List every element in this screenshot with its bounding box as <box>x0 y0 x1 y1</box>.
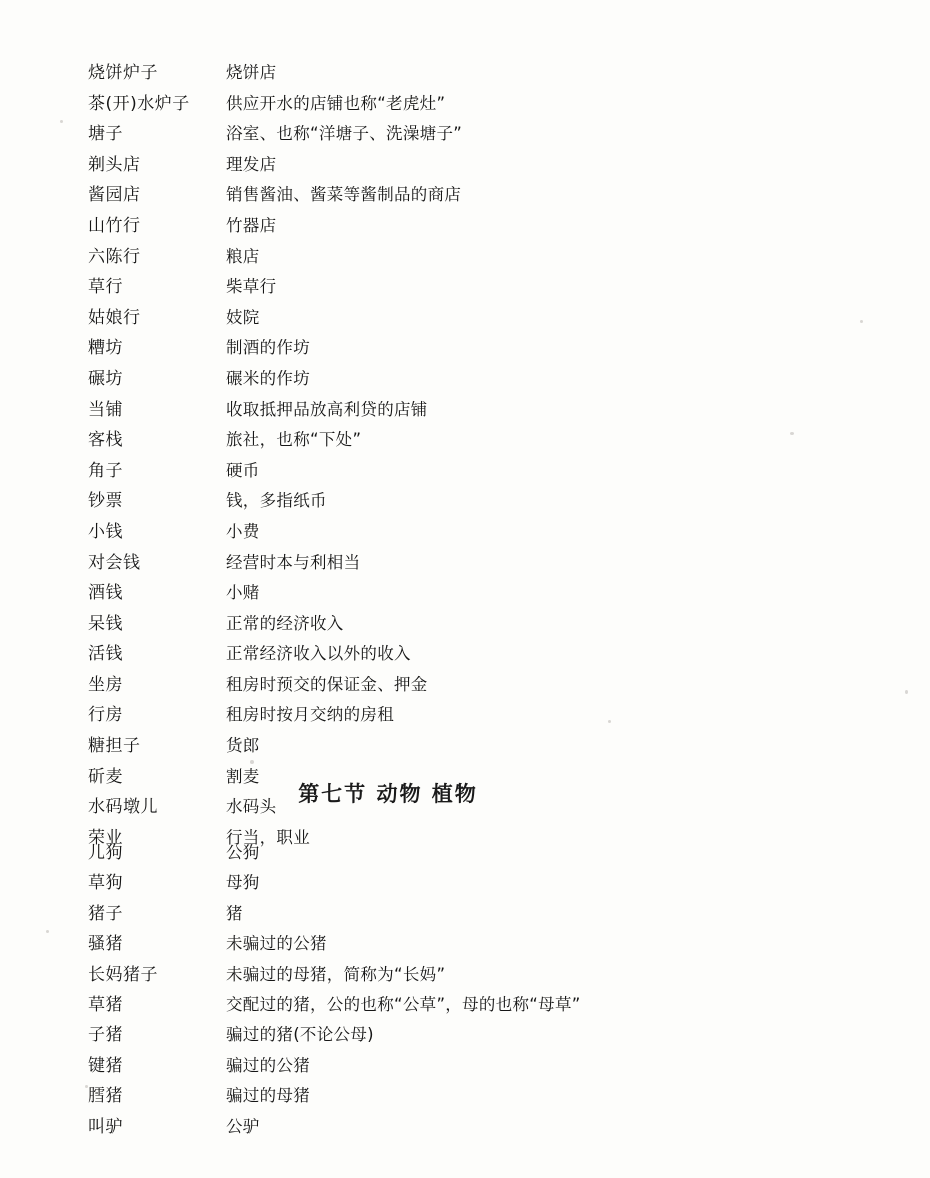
entry-term: 行房 <box>88 705 123 726</box>
entry-gloss: 烧饼店 <box>226 63 277 82</box>
entry-gloss: 销售酱油、酱菜等酱制品的商店 <box>226 185 462 205</box>
entry-term: 子猪 <box>88 1025 123 1046</box>
entry-gloss: 租房时预交的保证金、押金 <box>226 674 428 694</box>
entry-term: 酒钱 <box>88 583 123 604</box>
entry-term: 塘子 <box>88 124 123 145</box>
list-item <box>88 731 848 762</box>
entry-gloss: 公驴 <box>226 1116 260 1136</box>
entry-term: 烧饼炉子 <box>88 63 158 83</box>
entry-term: 山竹行 <box>88 215 141 236</box>
entry-term: 儿狗 <box>88 843 123 863</box>
entry-gloss: 制酒的作坊 <box>226 338 310 358</box>
entry-gloss: 柴草行 <box>226 277 277 297</box>
entry-term: 对会钱 <box>88 552 141 573</box>
list-item <box>88 333 848 364</box>
list-item <box>88 425 848 456</box>
entry-term: 骚猪 <box>88 934 123 955</box>
list-item <box>88 929 848 959</box>
entry-term: 坐房 <box>88 674 123 695</box>
entry-term: 草猪 <box>88 994 123 1015</box>
list-item <box>88 609 848 640</box>
entry-term: 酱园店 <box>88 185 141 206</box>
entry-gloss: 理发店 <box>226 154 277 174</box>
entry-term: 糟坊 <box>88 338 123 359</box>
entry-gloss: 旅社，也称“下处” <box>226 430 362 450</box>
entry-gloss: 货郎 <box>226 736 260 756</box>
entry-term: 草狗 <box>88 873 123 894</box>
entry-term: 猪子 <box>88 903 123 924</box>
entry-gloss: 小赌 <box>226 583 260 603</box>
list-item <box>88 578 848 609</box>
entry-gloss: 母狗 <box>226 873 260 893</box>
entry-gloss: 粮店 <box>226 246 260 266</box>
list-item <box>88 1081 848 1111</box>
list-item <box>88 548 848 579</box>
list-item <box>88 150 848 181</box>
list-item <box>88 211 848 242</box>
list-item <box>88 272 848 303</box>
entry-term: 呆钱 <box>88 613 123 634</box>
entry-term: 水码墩儿 <box>88 797 158 818</box>
list-item <box>88 1051 848 1081</box>
entry-gloss: 浴室、也称“洋塘子、洗澡塘子” <box>226 124 463 144</box>
entry-term: 叫驴 <box>88 1116 123 1137</box>
entry-term: 钞票 <box>88 491 123 512</box>
entry-gloss: 妓院 <box>226 307 260 327</box>
entry-gloss: 水码头 <box>226 797 277 817</box>
entry-gloss: 正常的经济收入 <box>226 613 344 633</box>
entry-gloss: 骗过的公猪 <box>226 1055 310 1075</box>
list-item <box>88 119 848 150</box>
entry-gloss: 碾米的作坊 <box>226 368 310 388</box>
list-item <box>88 180 848 211</box>
entry-term: 姑娘行 <box>88 307 141 328</box>
entry-gloss: 竹器店 <box>226 215 277 235</box>
list-item <box>88 456 848 487</box>
entry-gloss: 骗过的猪(不论公母) <box>226 1025 374 1045</box>
entry-term: 膤猪 <box>88 1086 123 1107</box>
list-item <box>88 639 848 670</box>
section-heading: 第七节 动物 植物 <box>298 782 478 806</box>
entry-term: 键猪 <box>88 1055 123 1076</box>
entry-gloss: 未骗过的母猪，简称为“长妈” <box>226 964 446 984</box>
entry-gloss: 交配过的猪，公的也称“公草”，母的也称“母草” <box>226 994 581 1014</box>
list-item <box>88 364 848 395</box>
entry-term: 剃头店 <box>88 154 141 175</box>
entry-term: 当铺 <box>88 399 123 420</box>
entry-gloss: 硬币 <box>226 460 260 480</box>
entry-term: 小钱 <box>88 521 123 542</box>
entry-term: 客栈 <box>88 430 123 451</box>
entry-term: 荣业 <box>88 827 123 848</box>
list-item <box>88 242 848 273</box>
entry-gloss: 未骗过的公猪 <box>226 934 327 954</box>
list-item <box>88 700 848 731</box>
list-item <box>88 486 848 517</box>
list-item <box>88 303 848 334</box>
entry-gloss: 行当，职业 <box>226 827 310 847</box>
entry-gloss: 猪 <box>226 903 243 923</box>
entry-gloss: 钱，多指纸币 <box>226 491 327 511</box>
list-item <box>88 990 848 1020</box>
entry-gloss: 收取抵押品放高利贷的店铺 <box>226 399 428 419</box>
glossary-list-one <box>88 58 848 853</box>
entry-term: 角子 <box>88 460 123 481</box>
entry-gloss: 公狗 <box>226 843 260 862</box>
list-item <box>88 517 848 548</box>
list-item <box>88 868 848 898</box>
list-item <box>88 1020 848 1050</box>
entry-term: 活钱 <box>88 644 123 665</box>
list-item <box>88 395 848 426</box>
entry-gloss: 骗过的母猪 <box>226 1086 310 1106</box>
entry-gloss: 小费 <box>226 521 260 541</box>
entry-gloss: 租房时按月交纳的房租 <box>226 705 394 725</box>
entry-term: 茶(开)水炉子 <box>88 93 190 114</box>
entry-term: 斫麦 <box>88 766 123 787</box>
entry-gloss: 经营时本与利相当 <box>226 552 361 572</box>
list-item <box>88 1112 848 1142</box>
glossary-list-two <box>88 838 848 1142</box>
entry-term: 糖担子 <box>88 736 141 757</box>
list-item <box>88 58 848 89</box>
entry-term: 草行 <box>88 277 123 298</box>
entry-gloss: 供应开水的店铺也称“老虎灶” <box>226 93 446 113</box>
list-item <box>88 838 848 868</box>
list-item <box>88 960 848 990</box>
entry-gloss: 割麦 <box>226 766 260 786</box>
list-item <box>88 670 848 701</box>
entry-term: 碾坊 <box>88 368 123 389</box>
entry-term: 长妈猪子 <box>88 964 158 985</box>
list-item <box>88 89 848 120</box>
entry-gloss: 正常经济收入以外的收入 <box>226 644 411 664</box>
entry-term: 六陈行 <box>88 246 141 267</box>
list-item <box>88 899 848 929</box>
